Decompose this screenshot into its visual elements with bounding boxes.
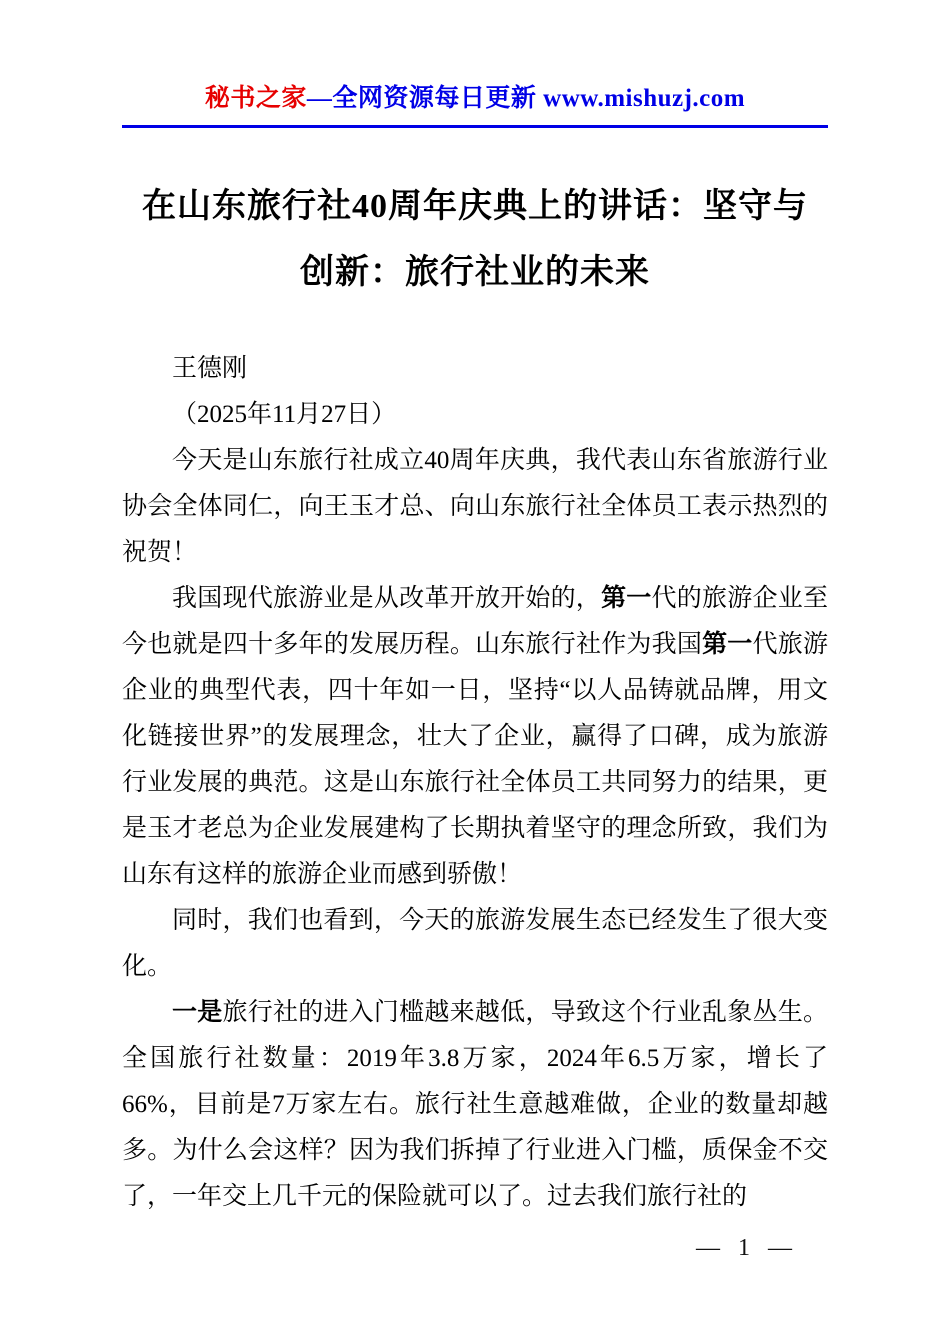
- paragraph-segment: 今天是山东旅行社成立40周年庆典，我代表山东省旅游行业协会全体同仁，向王玉才总、向山东旅行社全体员工表示热烈的祝贺！: [122, 447, 828, 566]
- author-line: 王德刚: [172, 355, 248, 382]
- site-tagline: —全网资源每日更新 www.mishuzj.com: [306, 85, 746, 112]
- paragraph-segment-bold: 第一: [601, 585, 652, 612]
- title-line-2: 创新：旅行社业的未来: [300, 254, 650, 291]
- paragraph-segment: 代旅游企业的典型代表，四十年如一日，坚持“以人品铸就品牌，用文化链接世界”的发展理念，壮大了企业，赢得了口碑，成为旅游行业发展的典范。这是山东旅行社全体员工共同努力的结果，更是玉才老总为企业发展建构了长期执着坚守的理念所致，我们为山东有这样的旅游企业而感到骄傲！: [122, 631, 828, 888]
- title-line-1: 在山东旅行社40周年庆典上的讲话：坚守与: [142, 188, 808, 225]
- date-line: （2025年11月27日）: [172, 401, 397, 428]
- document-paragraphs: [122, 438, 828, 1220]
- paragraph-segment: 旅行社的进入门槛越来越低，导致这个行业乱象丛生。全国旅行社数量：2019年3.8万家，2024年6.5万家，增长了66%，目前是7万家左右。旅行社生意越难做，企业的数量却越多。为什么会这样？因为我们拆掉了行业进入门槛，质保金不交了，一年交上几千元的保险就可以了。过去我们旅行社的: [122, 999, 828, 1210]
- site-brand: 秘书之家: [204, 85, 307, 112]
- paragraph-segment: 同时，我们也看到，今天的旅游发展生态已经发生了很大变化。: [122, 907, 828, 980]
- paragraph-segment-bold: 一是: [172, 999, 223, 1026]
- document-title: [122, 174, 828, 306]
- paragraph-segment: 代的旅游企业至今也就是四十多年的发展历程。山东旅行社作为我国: [122, 585, 828, 658]
- page-number: — 1 —: [696, 1235, 798, 1261]
- paragraph: [122, 990, 828, 1220]
- paragraph-segment: 我国现代旅游业是从改革开放开始的，: [172, 585, 602, 612]
- document-body: [122, 346, 828, 1220]
- site-header: [122, 84, 828, 128]
- paragraph: [122, 438, 828, 576]
- paragraph: [122, 898, 828, 990]
- paragraph-segment-bold: 第一: [702, 631, 753, 658]
- paragraph: [122, 576, 828, 898]
